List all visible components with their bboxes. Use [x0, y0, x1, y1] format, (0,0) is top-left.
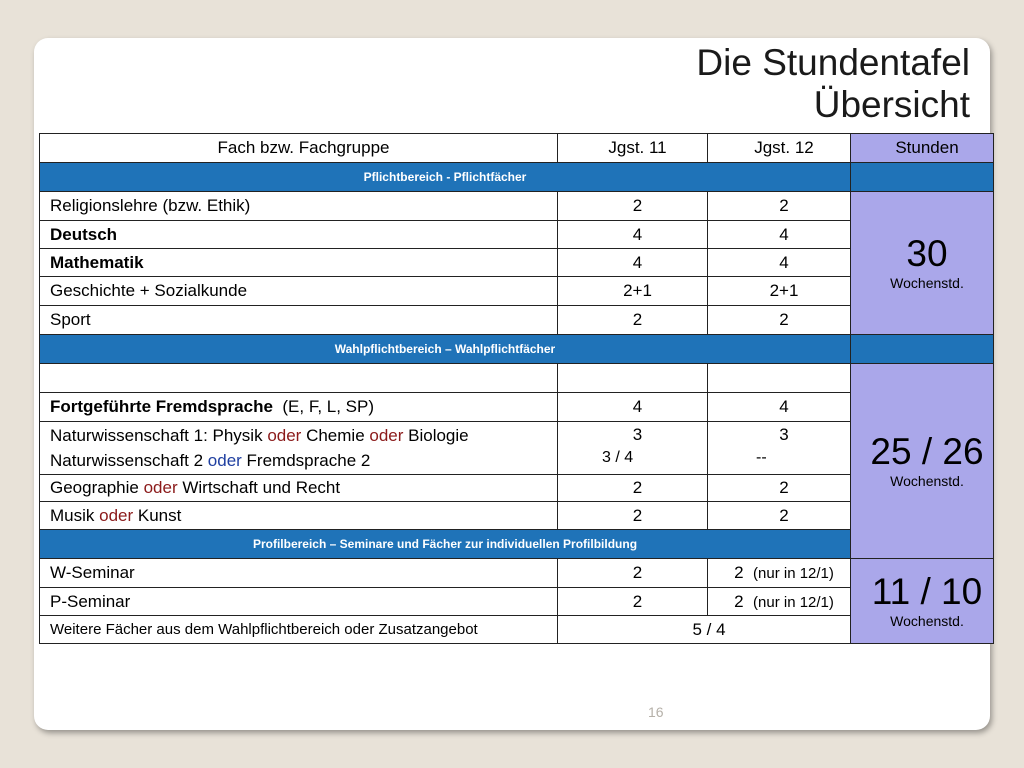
empty-cell	[708, 364, 851, 393]
section-sum-blank	[851, 335, 994, 364]
table-row	[40, 192, 994, 221]
section-sum-blank	[851, 163, 994, 192]
fach-cell: P-Seminar	[40, 588, 558, 616]
jgst11-cell: 2	[558, 192, 708, 221]
jgst12-cell: 2	[708, 306, 851, 335]
jgst12-cell: 4	[708, 221, 851, 249]
section-row-profil	[40, 530, 994, 559]
header-fach: Fach bzw. Fachgruppe	[40, 134, 558, 163]
profil-sum-cell	[851, 559, 994, 644]
empty-cell	[40, 364, 558, 393]
oder-text: oder	[143, 478, 178, 497]
oder-text: oder	[99, 505, 134, 525]
jgst12-cell: 4	[708, 393, 851, 422]
fach-cell: Geschichte + Sozialkunde	[40, 277, 558, 306]
table-row	[40, 588, 994, 616]
title-line-2: Übersicht	[813, 84, 970, 125]
jgst11-cell: 2	[558, 559, 708, 588]
page-number: 16	[648, 704, 664, 720]
fach-text: Fremdsprache 2	[241, 451, 371, 470]
fach-cell	[40, 422, 558, 475]
wahl-sum-value: 25 / 26	[870, 431, 984, 472]
table-row	[40, 249, 994, 277]
wahl-sum-cell	[851, 364, 994, 559]
jgst12-note: (nur in 12/1)	[753, 593, 834, 611]
header-jgst12: Jgst. 12	[708, 134, 851, 163]
wahl-sum-unit: Wochenstd.	[890, 473, 964, 489]
jgst11-cell: 4	[558, 249, 708, 277]
table-row-nawi	[40, 422, 994, 475]
jgst11-cell: 2	[558, 306, 708, 335]
jgst12-value-b: --	[756, 449, 767, 466]
section-row-pflicht	[40, 163, 994, 192]
fach-text: Naturwissenschaft 1: Physik	[50, 426, 268, 445]
jgst12-cell	[708, 559, 851, 588]
jgst11-value-b: 3 / 4	[602, 449, 634, 466]
jgst11-cell: 2	[558, 502, 708, 530]
pflicht-sum-cell	[851, 192, 994, 335]
fach-text: Biologie	[403, 426, 469, 445]
jgst12-value: 2	[734, 563, 744, 582]
table-row	[40, 502, 994, 530]
jgst12-cell: 2+1	[708, 277, 851, 306]
fach-text: Chemie	[301, 426, 370, 445]
table-row-empty	[40, 364, 994, 393]
jgst11-value-a: 3	[632, 425, 643, 444]
fach-cell: W-Seminar	[40, 559, 558, 588]
stundentafel-table	[39, 133, 994, 644]
jgst12-cell: 2	[708, 192, 851, 221]
fach-cell	[40, 393, 558, 422]
table-row	[40, 306, 994, 335]
fach-cell: Mathematik	[40, 249, 558, 277]
table-row	[40, 221, 994, 249]
jgst12-cell	[708, 422, 851, 475]
jgst11-cell: 2	[558, 475, 708, 502]
slide-title	[696, 42, 970, 126]
jgst11-cell: 2	[558, 588, 708, 616]
pflicht-sum-unit: Wochenstd.	[890, 275, 964, 291]
fach-cell: Sport	[40, 306, 558, 335]
table-row	[40, 559, 994, 588]
combined-cell: 5 / 4	[558, 616, 851, 644]
jgst12-cell: 4	[708, 249, 851, 277]
pflicht-sum-value: 30	[906, 233, 948, 274]
fach-cell	[40, 475, 558, 502]
fach-rest-text: (E, F, L, SP)	[282, 397, 375, 416]
section-label-profil: Profilbereich – Seminare und Fächer zur individuellen Profilbildung	[40, 530, 851, 559]
jgst12-cell: 2	[708, 475, 851, 502]
jgst12-cell	[708, 588, 851, 616]
jgst11-cell: 4	[558, 221, 708, 249]
title-line-1: Die Stundentafel	[696, 42, 970, 83]
profil-sum-unit: Wochenstd.	[890, 613, 964, 629]
jgst12-note: (nur in 12/1)	[753, 565, 834, 582]
jgst12-value: 2	[734, 591, 744, 611]
table-row	[40, 277, 994, 306]
table-row	[40, 616, 994, 644]
section-label-pflicht: Pflichtbereich - Pflichtfächer	[40, 163, 851, 192]
fach-text: Geographie	[50, 478, 144, 497]
jgst12-value-a: 3	[779, 425, 789, 444]
table-row	[40, 475, 994, 502]
fach-text: Wirtschaft und Recht	[177, 478, 341, 497]
header-stunden: Stunden	[851, 134, 994, 163]
table-row	[40, 393, 994, 422]
header-jgst11: Jgst. 11	[558, 134, 708, 163]
jgst11-cell: 4	[558, 393, 708, 422]
fach-text: Naturwissenschaft 2	[50, 451, 208, 470]
fach-text: Kunst	[133, 505, 182, 525]
profil-sum-value: 11 / 10	[871, 571, 983, 612]
jgst12-cell: 2	[708, 502, 851, 530]
jgst11-cell: 2+1	[558, 277, 708, 306]
section-row-wahlpflicht	[40, 335, 994, 364]
fach-cell	[40, 502, 558, 530]
empty-cell	[558, 364, 708, 393]
fach-cell: Religionslehre (bzw. Ethik)	[40, 192, 558, 221]
table-header-row	[40, 134, 994, 163]
fach-cell: Deutsch	[40, 221, 558, 249]
fach-text: Musik	[50, 505, 100, 525]
section-label-wahlpflicht: Wahlpflichtbereich – Wahlpflichtfächer	[40, 335, 851, 364]
fach-bold-text: Fortgeführte Fremdsprache	[50, 397, 273, 416]
jgst11-cell	[558, 422, 708, 475]
oder-text: oder	[267, 426, 302, 445]
oder-text: oder	[207, 451, 242, 470]
oder-text: oder	[369, 426, 404, 445]
fach-cell: Weitere Fächer aus dem Wahlpflichtbereich oder Zusatzangebot	[40, 616, 558, 644]
